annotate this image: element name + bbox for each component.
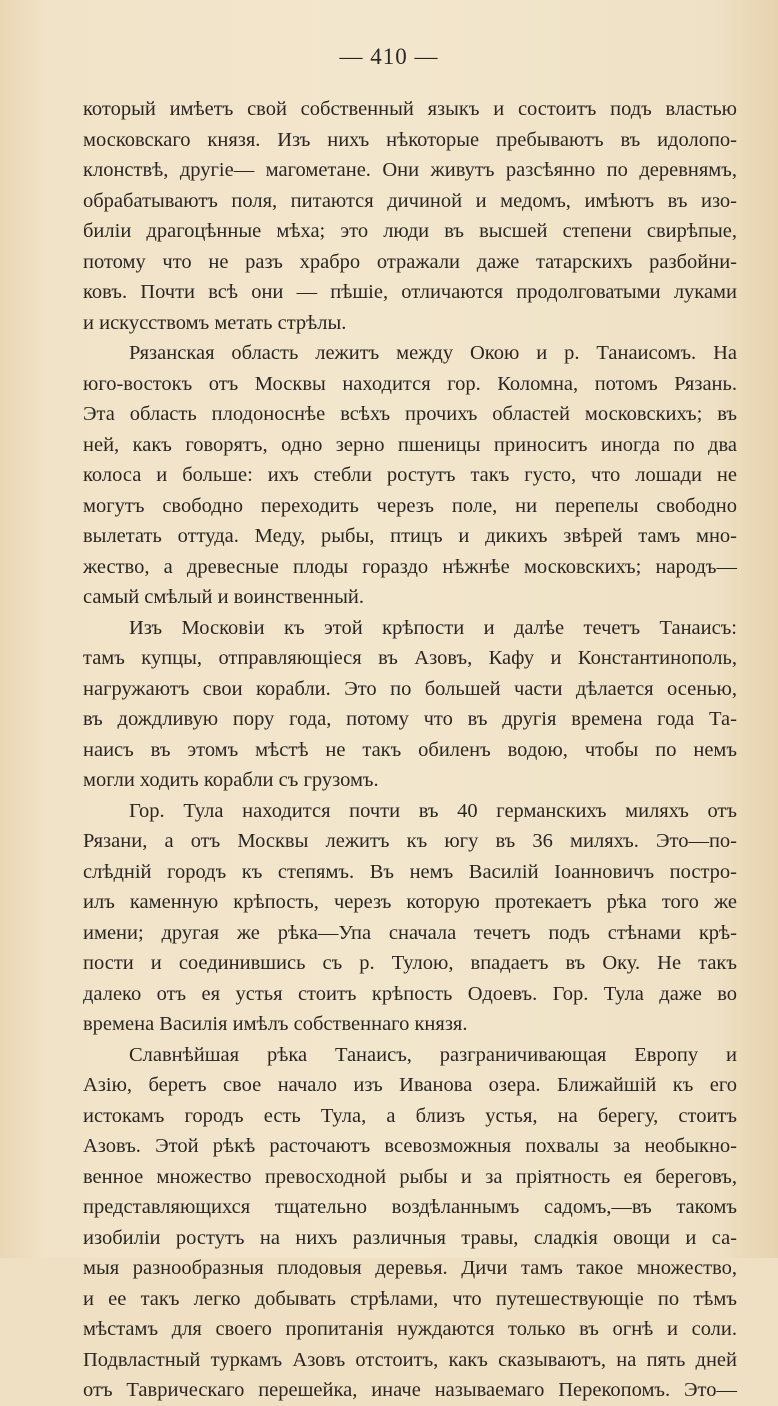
- text-line: Эта область плодоноснѣе всѣхъ прочихъ областей московскихъ; въ: [83, 403, 737, 425]
- text-line: Рязанская область лежитъ между Окою и р. Танаисомъ. На: [129, 342, 737, 364]
- text-line: биліи драгоцѣнные мѣха; это люди въ высшей степени свирѣпые,: [83, 220, 737, 242]
- text-line: обрабатываютъ поля, питаются дичиной и медомъ, имѣютъ въ изо-: [83, 189, 737, 212]
- text-line: Гор. Тула находится почти въ 40 германскихъ миляхъ отъ: [129, 799, 737, 822]
- text-line: имени; другая же рѣка—Упа сначала течетъ подъ стѣнами крѣ-: [83, 921, 737, 944]
- text-line: илъ каменную крѣпость, черезъ которую протекаетъ рѣка того же: [83, 891, 737, 913]
- text-line: Рязани, а отъ Москвы лежитъ къ югу въ 36 миляхъ. Это—по-: [83, 830, 737, 852]
- text-line: московскаго князя. Изъ нихъ нѣкоторые пребываютъ въ идолопо-: [83, 128, 737, 151]
- text-line: представляющихся тщательно воздѣланнымъ садомъ,—въ такомъ: [83, 1196, 737, 1218]
- text-line: Славнѣйшая рѣка Танаисъ, разграничивающая Европу и: [129, 1043, 737, 1066]
- text-line: Азовъ. Этой рѣкѣ расточаютъ всевозможныя похвалы за необыкно-: [83, 1135, 737, 1157]
- text-line: Изъ Московіи къ этой крѣпости и далѣе течетъ Танаисъ:: [129, 616, 737, 639]
- text-line: въ дождливую пору года, потому что въ другія времена года Та-: [83, 708, 737, 730]
- text-line: ней, какъ говорятъ, одно зерно пшеницы приноситъ иногда по два: [83, 433, 737, 456]
- text-line: истокамъ городъ есть Тула, а близъ устья, на берегу, стоитъ: [83, 1104, 737, 1127]
- text-line: далеко отъ ея устья стоитъ крѣпость Одоевъ. Гор. Тула даже во: [83, 982, 737, 1005]
- text-line: Подвластный туркамъ Азовъ отстоитъ, какъ сказываютъ, на пять дней: [83, 1348, 737, 1371]
- text-line: могли ходить корабли съ грузомъ.: [83, 769, 379, 791]
- text-line: колоса и больше: ихъ стебли ростутъ такъ густо, что лошади не: [83, 464, 737, 486]
- page-number: — 410 —: [339, 44, 439, 69]
- text-line: юго-востокъ отъ Москвы находится гор. Коломна, потомъ Рязань.: [83, 372, 737, 395]
- text-line: венное множество превосходной рыбы и за пріятность ея береговъ,: [83, 1165, 737, 1188]
- text-line: отъ Таврическаго перешейка, иначе называемаго Перекопомъ. Это—: [83, 1379, 737, 1401]
- text-line: и искусствомъ метать стрѣлы.: [83, 311, 347, 334]
- text-line: который имѣетъ свой собственный языкъ и состоитъ подъ властью: [83, 98, 737, 120]
- text-line: жество, а древесные плоды гораздо нѣжнѣе московскихъ; народъ—: [83, 555, 737, 578]
- text-line: тамъ купцы, отправляющіеся въ Азовъ, Кафу и Константинополь,: [83, 647, 737, 669]
- text-line: изобиліи ростутъ на нихъ различныя травы, сладкія овощи и са-: [83, 1226, 737, 1249]
- text-line: времена Василія имѣлъ собственнаго князя.: [83, 1013, 468, 1035]
- text-line: и ее такъ легко добывать стрѣлами, что путешествующіе по тѣмъ: [83, 1287, 737, 1310]
- text-line: могутъ свободно переходить черезъ поле, ни перепелы свободно: [83, 494, 737, 517]
- text-line: пости и соединившись съ р. Тулою, впадаетъ въ Оку. Не такъ: [83, 952, 737, 974]
- page-text: [83, 94, 737, 1406]
- text-line: ковъ. Почти всѣ они — пѣшіе, отличаются продолговатыми луками: [83, 281, 737, 303]
- text-line: нагружаютъ свои корабли. Это по большей части дѣлается осенью,: [83, 677, 737, 700]
- text-line: слѣднiй городъ къ степямъ. Въ немъ Василій Іоанновичъ постро-: [83, 860, 737, 883]
- text-line: наисъ въ этомъ мѣстѣ не такъ обиленъ водою, чтобы по немъ: [83, 738, 737, 761]
- text-line: мѣстамъ для своего пропитанія нуждаются только въ огнѣ и соли.: [83, 1318, 737, 1340]
- text-line: вылетать оттуда. Меду, рыбы, птицъ и дикихъ звѣрей тамъ мно-: [83, 525, 737, 547]
- text-line: Азію, беретъ свое начало изъ Иванова озера. Ближайшій къ его: [83, 1074, 737, 1096]
- text-line: самый смѣлый и воинственный.: [83, 586, 364, 608]
- text-line: потому что не разъ храбро отражали даже татарскихъ разбойни-: [83, 250, 737, 273]
- text-line: клонствѣ, другіе— магометане. Они живутъ разсѣянно по деревнямъ,: [83, 159, 737, 181]
- text-line: мыя разнообразныя плодовыя деревья. Дичи тамъ такое множество,: [83, 1257, 737, 1279]
